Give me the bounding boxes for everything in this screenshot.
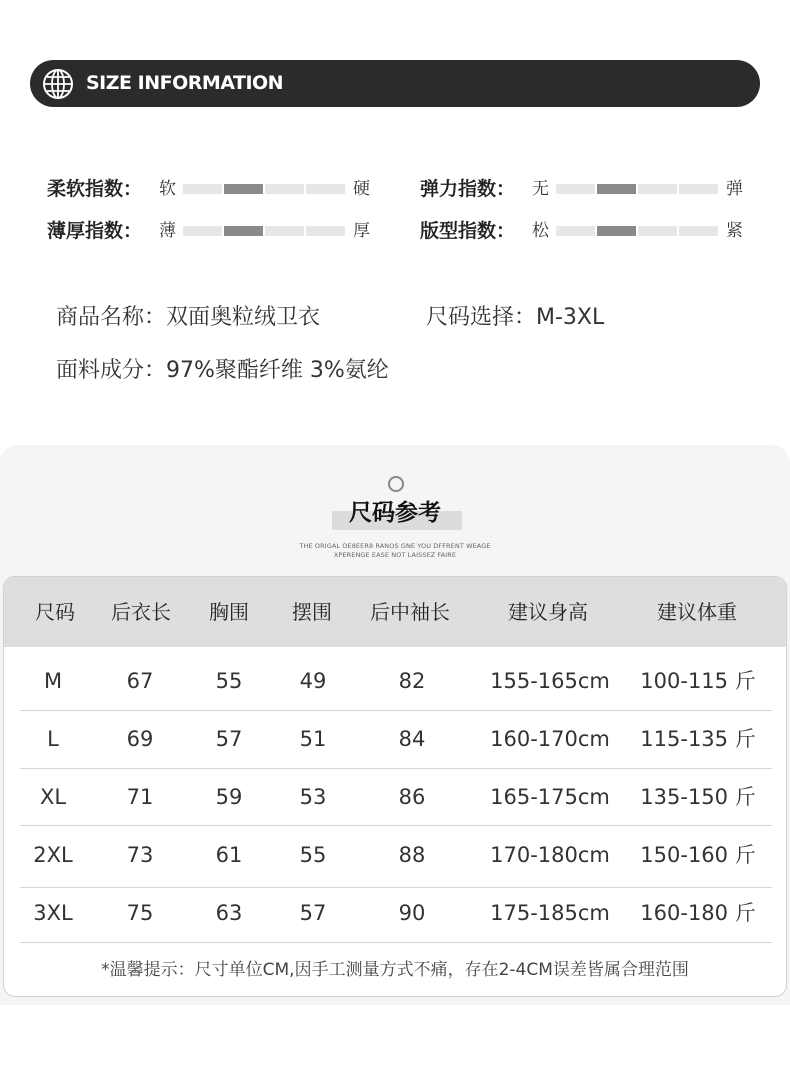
index-segment [306, 184, 345, 194]
table-cell: M [43, 669, 63, 693]
index-segment-active [224, 184, 263, 194]
index-segment-active [597, 226, 636, 236]
fabric-composition: 面料成分：97%聚酯纤维 3%氨纶 [56, 358, 389, 383]
index-thickness [47, 216, 377, 246]
table-cell: 90 [398, 901, 426, 925]
index-label: 薄厚指数： [47, 220, 143, 242]
table-header [4, 577, 786, 647]
subtitle-line: XPERENGE EASE NOT LAISSEZ FAIRE [333, 551, 457, 559]
header-back-length: 后衣长 [111, 600, 171, 624]
circle-icon [388, 476, 404, 492]
header-size: 尺码 [35, 600, 75, 624]
index-segment [265, 226, 304, 236]
table-cell: 100-115 斤 [640, 669, 756, 693]
index-low-label: 无 [532, 179, 549, 199]
index-fit [420, 216, 750, 246]
table-cell: 3XL [33, 901, 73, 925]
index-segment [679, 226, 718, 236]
table-cell: 53 [299, 785, 327, 809]
index-segment [638, 184, 677, 194]
measurement-note: *温馨提示：尺寸单位CM,因手工测量方式不痛，存在2-4CM误差皆属合理范围 [101, 960, 689, 980]
table-cell: 82 [398, 669, 426, 693]
table-cell: 51 [299, 727, 327, 751]
table-cell: 86 [398, 785, 426, 809]
index-label: 弹力指数： [420, 178, 516, 200]
table-cell: 69 [126, 727, 154, 751]
size-info-banner [30, 60, 760, 107]
table-cell: XL [39, 785, 67, 809]
index-segment [183, 184, 222, 194]
table-row [4, 768, 786, 826]
table-row [4, 652, 786, 710]
subtitle-line: THE ORIGAL OE8EER8 RANOS GNE YOU DFFRENT WEAGE [299, 542, 491, 550]
index-segment-active [224, 226, 263, 236]
index-label: 柔软指数： [47, 178, 143, 200]
table-cell: 2XL [33, 843, 73, 867]
index-segment [183, 226, 222, 236]
index-segment [306, 226, 345, 236]
table-row [4, 826, 786, 884]
header-sleeve: 后中袖长 [370, 600, 450, 624]
section-title: 尺码参考 [349, 500, 441, 526]
section-subtitle [245, 542, 545, 560]
table-cell: 67 [126, 669, 154, 693]
index-segment [265, 184, 304, 194]
table-cell: 135-150 斤 [640, 785, 756, 809]
table-row [4, 884, 786, 942]
table-cell: 57 [215, 727, 243, 751]
table-cell: 63 [215, 901, 243, 925]
index-segment-active [597, 184, 636, 194]
table-cell: 84 [398, 727, 426, 751]
index-segment [679, 184, 718, 194]
header-hem: 摆围 [292, 600, 332, 624]
size-table [3, 576, 787, 997]
index-label: 版型指数： [420, 220, 516, 242]
header-weight: 建议体重 [657, 600, 737, 624]
index-high-label: 紧 [726, 221, 743, 241]
size-range: 尺码选择：M-3XL [426, 305, 605, 330]
index-high-label: 弹 [726, 179, 743, 199]
table-cell: 155-165cm [490, 669, 610, 693]
table-row [4, 710, 786, 768]
table-cell: 61 [215, 843, 243, 867]
header-height: 建议身高 [508, 600, 588, 624]
table-cell: 71 [126, 785, 154, 809]
row-divider [20, 942, 772, 943]
banner-title: SIZE INFORMATION [86, 72, 284, 94]
index-softness [47, 174, 377, 204]
index-high-label: 厚 [353, 221, 370, 241]
table-cell: 170-180cm [490, 843, 610, 867]
table-cell: 88 [398, 843, 426, 867]
index-low-label: 软 [159, 179, 176, 199]
table-cell: L [47, 727, 59, 751]
table-cell: 150-160 斤 [640, 843, 756, 867]
index-elasticity [420, 174, 750, 204]
index-bar [556, 226, 718, 236]
globe-icon [42, 68, 74, 100]
product-name: 商品名称：双面奥粒绒卫衣 [56, 305, 321, 330]
index-segment [638, 226, 677, 236]
header-chest: 胸围 [209, 600, 249, 624]
table-cell: 160-170cm [490, 727, 610, 751]
index-segment [556, 226, 595, 236]
table-cell: 55 [299, 843, 327, 867]
index-high-label: 硬 [353, 179, 370, 199]
index-bar [556, 184, 718, 194]
table-cell: 75 [126, 901, 154, 925]
table-cell: 55 [215, 669, 243, 693]
index-segment [556, 184, 595, 194]
index-bar [183, 226, 345, 236]
table-cell: 49 [299, 669, 327, 693]
table-cell: 73 [126, 843, 154, 867]
table-cell: 57 [299, 901, 327, 925]
table-cell: 165-175cm [490, 785, 610, 809]
table-cell: 175-185cm [490, 901, 610, 925]
index-bar [183, 184, 345, 194]
table-cell: 160-180 斤 [640, 901, 756, 925]
index-low-label: 松 [532, 221, 549, 241]
table-cell: 115-135 斤 [640, 727, 756, 751]
table-cell: 59 [215, 785, 243, 809]
index-low-label: 薄 [159, 221, 176, 241]
